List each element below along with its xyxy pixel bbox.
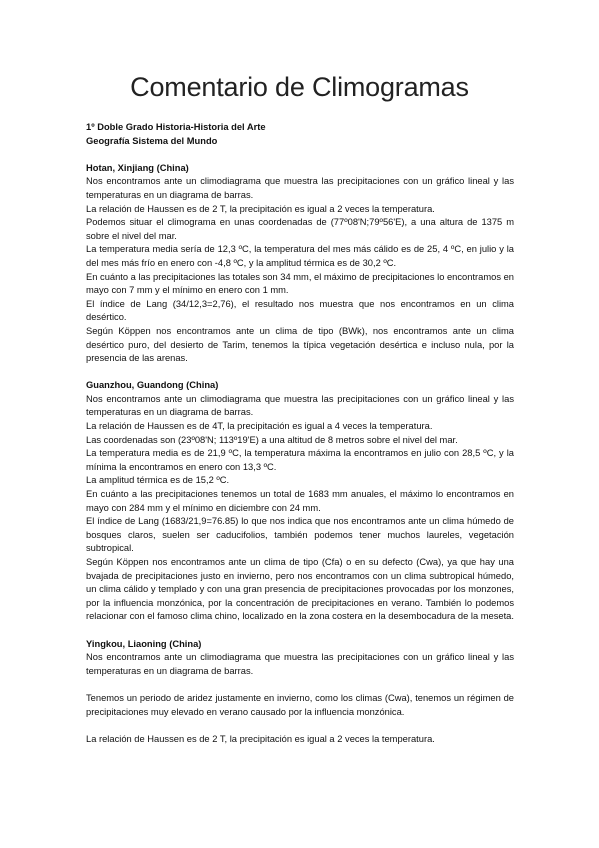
- paragraph: La relación de Haussen es de 2 T, la precipitación es igual a 2 veces la temperatura.: [86, 203, 435, 214]
- course-line: 1º Doble Grado Historia-Historia del Arte: [86, 122, 266, 132]
- section-heading-yingkou: Yingkou, Liaoning (China): [86, 638, 202, 649]
- paragraph: La relación de Haussen es de 2 T, la precipitación es igual a 2 veces la temperatura.: [86, 733, 435, 744]
- paragraph: El índice de Lang (34/12,3=2,76), el resultado nos muestra que nos encontramos en un clima desértico.: [86, 298, 514, 323]
- paragraph: La amplitud térmica es de 15,2 ºC.: [86, 475, 230, 486]
- paragraph: La relación de Haussen es de 4T, la precipitación es igual a 4 veces la temperatura.: [86, 421, 433, 432]
- document-title: Comentario de Climogramas: [130, 72, 469, 102]
- subject-line: Geografía Sistema del Mundo: [86, 135, 218, 146]
- document-body: [86, 121, 514, 746]
- section-heading-guanzhou: Guanzhou, Guandong (China): [86, 380, 219, 391]
- paragraph: Según Köppen nos encontramos ante un clima de tipo (Cfa) o en su defecto (Cwa), ya que hay una bvajada de precipitaciones justo en invierno, pero nos encontramos con un clima subtropical húmedo, un clima cálido y templado y con una gran presencia de precipitaciones provocadas por los monzones, por la influencia monzónica, por la concentración de precipitaciones en verano. También lo podemos relacionar con el famoso clima chino, localizado en la zona costera en la desembocadura de la meseta.: [86, 557, 514, 622]
- paragraph: En cuánto a las precipitaciones tenemos un total de 1683 mm anuales, el máximo lo encontramos en mayo con 284 mm y el mínimo en diciembre con 24 mm.: [86, 489, 514, 513]
- section-heading-hotan: Hotan, Xinjiang (China): [86, 162, 189, 173]
- paragraph: En cuánto a las precipitaciones las totales son 34 mm, el máximo de precipitaciones lo encontramos en mayo con 7 mm y el mínimo en enero con 1 mm.: [86, 271, 514, 296]
- paragraph: Podemos situar el climograma en unas coordenadas de (77º08'N;79º56'E), a una altura de 1375 m sobre el nivel del mar.: [86, 217, 514, 241]
- paragraph: La temperatura media es de 21,9 ºC, la temperatura máxima la encontramos en julio con 28,5 ºC, y la mínima la encontramos en enero con 13,3 ºC.: [86, 448, 514, 472]
- paragraph: La temperatura media sería de 12,3 ºC, la temperatura del mes más cálido es de 25, 4 ºC, en julio y la del mes más frío en enero con -4,8 ºC, y la amplitud térmica es de 30,2 ºC.: [86, 244, 514, 268]
- paragraph: Según Köppen nos encontramos ante un clima de tipo (BWk), nos encontramos ante un clima desértico puro, del desierto de Tarim, tenemos la típica vegetación desértica e incluso nula, por la presencia de las arenas.: [86, 325, 514, 364]
- paragraph: Nos encontramos ante un climodiagrama que muestra las precipitaciones con un gráfico lineal y las temperaturas en un diagrama de barras.: [86, 393, 514, 418]
- paragraph: Las coordenadas son (23º08'N; 113º19'E) a una altitud de 8 metros sobre el nivel del mar.: [86, 434, 458, 445]
- paragraph: Nos encontramos ante un climodiagrama que muestra las precipitaciones con un gráfico lineal y las temperaturas en un diagrama de barras.: [86, 652, 514, 676]
- paragraph: El índice de Lang (1683/21,9=76.85) lo que nos indica que nos encontramos ante un clima húmedo de bosques claros, suelen ser caducifolios, también podemos tener muchos laureles, vegetación subtropical.: [86, 516, 514, 554]
- paragraph: Tenemos un periodo de aridez justamente en invierno, como los climas (Cwa), tenemos un régimen de precipitaciones muy elevado en verano causado por la influencia monzónica.: [86, 692, 514, 717]
- paragraph: Nos encontramos ante un climodiagrama que muestra las precipitaciones con un gráfico lineal y las temperaturas en un diagrama de barras.: [86, 176, 514, 200]
